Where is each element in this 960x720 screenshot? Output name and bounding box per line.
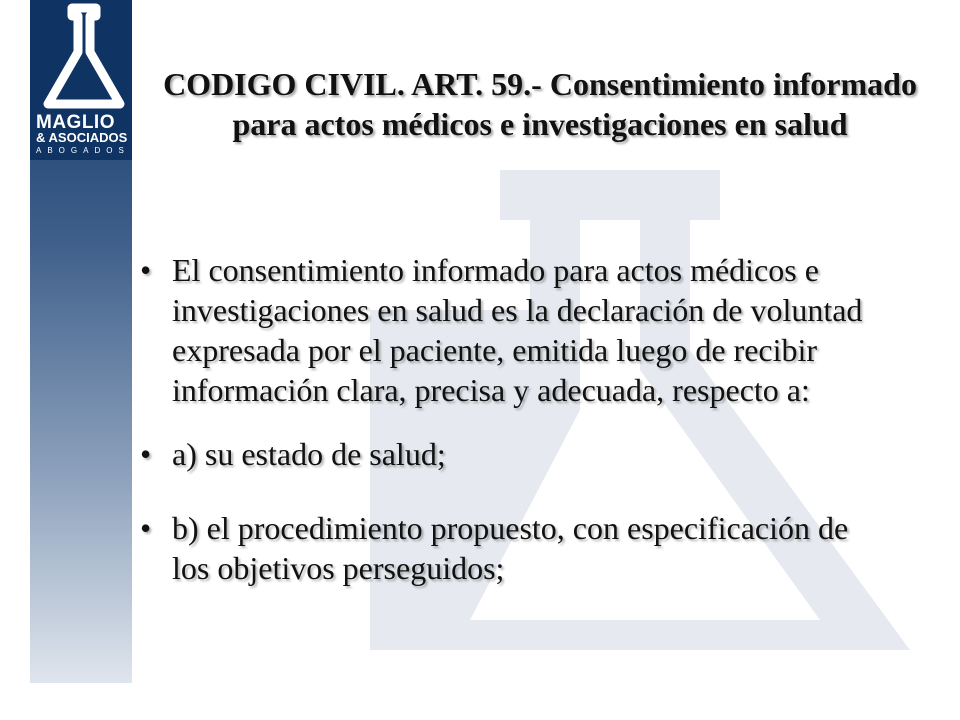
bullet-item bbox=[140, 250, 880, 410]
logo-subname: & ASOCIADOS bbox=[36, 130, 128, 145]
slide-title: CODIGO CIVIL. ART. 59.- Consentimiento informado para actos médicos e investigaciones en salud bbox=[163, 66, 917, 142]
bullet-item bbox=[140, 434, 880, 474]
logo bbox=[0, 0, 160, 160]
logo-tagline: ABOGADOS bbox=[36, 146, 130, 155]
bullet-marker: • bbox=[140, 252, 152, 288]
bullet-marker: • bbox=[140, 510, 152, 546]
bullet-item bbox=[140, 508, 880, 588]
bullet-text: b) el procedimiento propuesto, con especificación de los objetivos perseguidos; bbox=[172, 510, 849, 586]
bullet-list bbox=[140, 250, 880, 612]
bullet-marker: • bbox=[140, 436, 152, 472]
logo-name: MAGLIO bbox=[36, 112, 115, 133]
bullet-text: El consentimiento informado para actos médicos e investigaciones en salud es la declaración de voluntad expresada por el paciente, emitida luego de recibir información clara, precisa y adecuada, respecto a: bbox=[172, 252, 863, 408]
bullet-text: a) su estado de salud; bbox=[172, 436, 446, 472]
